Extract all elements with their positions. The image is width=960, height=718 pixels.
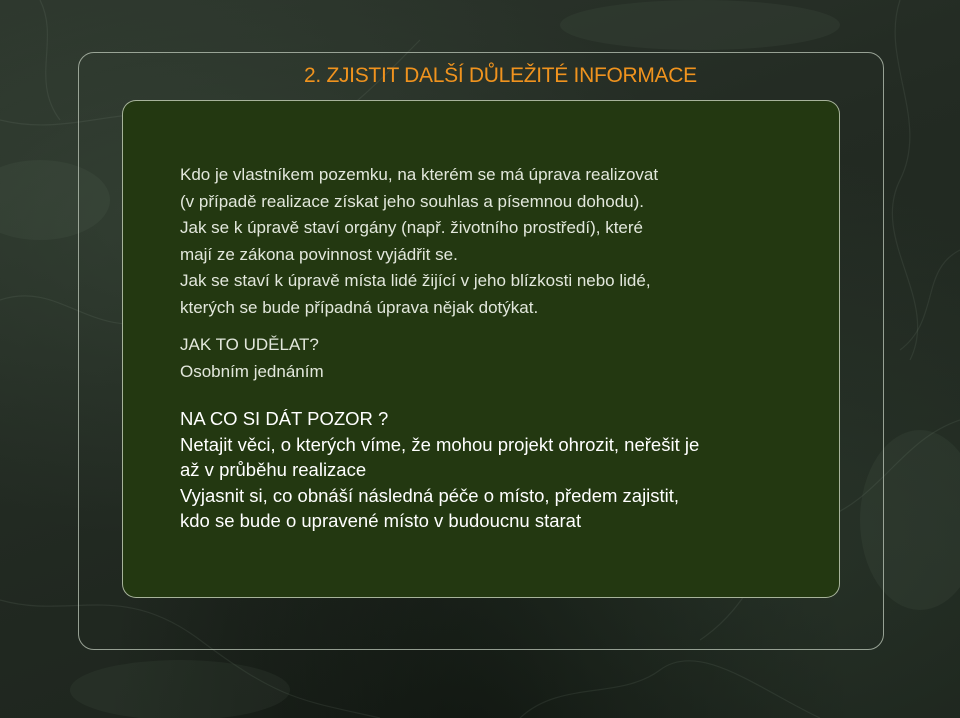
- intro-line: kterých se bude případná úprava nějak dotýkat.: [180, 297, 539, 317]
- caution-line: kdo se bude o upravené místo v budoucnu starat: [180, 510, 582, 532]
- caution-section: [180, 406, 699, 534]
- intro-line: Jak se staví k úpravě místa lidé žijící v jeho blízkosti nebo lidé,: [180, 271, 651, 291]
- intro-paragraph: [180, 162, 658, 322]
- how-answer: Osobním jednáním: [180, 361, 324, 381]
- intro-line: Jak se k úpravě staví orgány (např. životního prostředí), které: [180, 218, 643, 238]
- caution-line: Vyjasnit si, co obnáší následná péče o místo, předem zajistit,: [180, 484, 680, 506]
- caution-heading: NA CO SI DÁT POZOR ?: [180, 408, 389, 429]
- how-heading: JAK TO UDĚLAT?: [180, 335, 319, 354]
- how-section: [180, 332, 324, 385]
- caution-line: Netajit věci, o kterých víme, že mohou projekt ohrozit, neřešit je: [180, 433, 700, 455]
- caution-line: až v průběhu realizace: [180, 459, 367, 481]
- intro-line: Kdo je vlastníkem pozemku, na kterém se má úprava realizovat: [180, 165, 659, 184]
- intro-line: (v případě realizace získat jeho souhlas a písemnou dohodu).: [180, 191, 644, 211]
- slide-title: 2. ZJISTIT DALŠÍ DŮLEŽITÉ INFORMACE: [304, 64, 697, 87]
- intro-line: mají ze zákona povinnost vyjádřit se.: [180, 244, 458, 264]
